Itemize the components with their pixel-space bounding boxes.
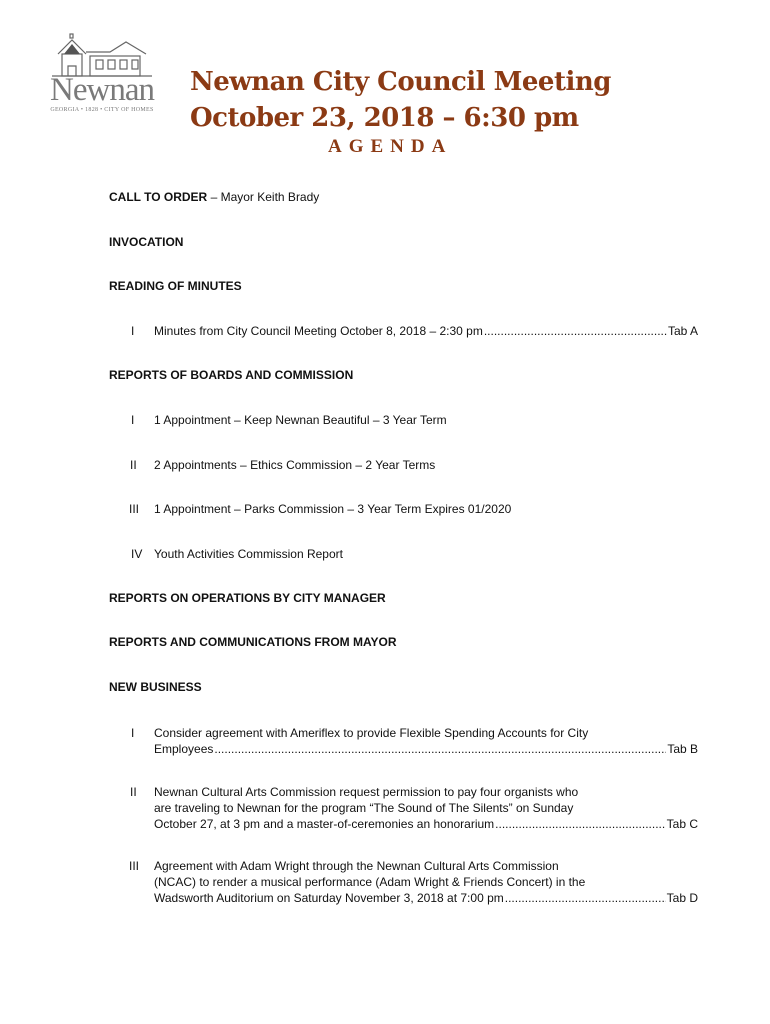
tab-reference: Tab B xyxy=(667,742,698,756)
meeting-date: October 23, 2018 – 6:30 pm xyxy=(190,103,579,133)
item-text-line: Consider agreement with Ameriflex to provide Flexible Spending Accounts for City xyxy=(154,726,589,740)
item-text-line: Wadsworth Auditorium on Saturday November 3, 2018 at 7:00 pm xyxy=(154,891,504,905)
list-item xyxy=(109,725,698,757)
item-number: II xyxy=(130,785,137,799)
item-text: 1 Appointment – Keep Newnan Beautiful – 3 Year Term xyxy=(154,413,447,427)
section-new-business: NEW BUSINESS xyxy=(109,680,202,694)
item-number: I xyxy=(131,726,135,740)
item-text-line: (NCAC) to render a musical performance (Adam Wright & Friends Concert) in the xyxy=(154,875,586,889)
list-item xyxy=(109,457,698,473)
item-text: Minutes from City Council Meeting October 8, 2018 – 2:30 pm xyxy=(154,324,483,338)
logo-wordmark: Newnan xyxy=(50,72,154,108)
section-label: CALL TO ORDER xyxy=(109,190,208,204)
city-logo xyxy=(50,32,154,118)
item-number: IV xyxy=(131,547,143,561)
section-invocation: INVOCATION xyxy=(109,235,184,249)
item-text-line: Newnan Cultural Arts Commission request permission to pay four organists who xyxy=(154,785,579,799)
tab-reference: Tab C xyxy=(666,817,698,831)
item-text: Youth Activities Commission Report xyxy=(154,547,343,561)
list-item xyxy=(109,323,698,339)
item-text-line: October 27, at 3 pm and a master-of-ceremonies an honorarium xyxy=(154,817,495,831)
tab-reference: Tab D xyxy=(666,891,698,905)
leader-dots xyxy=(505,890,666,906)
list-item xyxy=(109,501,698,517)
item-text: 2 Appointments – Ethics Commission – 2 Year Terms xyxy=(154,458,436,472)
list-item xyxy=(109,858,698,906)
item-text-line: are traveling to Newnan for the program “The Sound of The Silents” on Sunday xyxy=(154,801,574,815)
section-reports-city-manager: REPORTS ON OPERATIONS BY CITY MANAGER xyxy=(109,591,386,605)
item-number: II xyxy=(130,458,137,472)
tab-reference: Tab A xyxy=(667,324,698,338)
section-detail: – Mayor Keith Brady xyxy=(207,190,320,204)
item-number: III xyxy=(129,859,140,873)
item-text: 1 Appointment – Parks Commission – 3 Year Term Expires 01/2020 xyxy=(154,502,512,516)
list-item xyxy=(109,412,698,428)
logo-subtitle: GEORGIA • 1828 • CITY OF HOMES xyxy=(50,107,154,113)
section-reports-mayor: REPORTS AND COMMUNICATIONS FROM MAYOR xyxy=(109,635,397,649)
page-title: Newnan City Council Meeting xyxy=(190,67,611,97)
section-reading-of-minutes: READING OF MINUTES xyxy=(109,279,242,293)
list-item xyxy=(109,546,698,562)
item-number: III xyxy=(129,502,140,516)
item-number: I xyxy=(131,413,135,427)
leader-dots xyxy=(214,741,666,757)
item-text-line: Agreement with Adam Wright through the Newnan Cultural Arts Commission xyxy=(154,859,559,873)
item-text-line: Employees xyxy=(154,742,214,756)
leader-dots xyxy=(495,816,665,832)
list-item xyxy=(109,784,698,832)
item-number: I xyxy=(131,324,135,338)
section-reports-boards: REPORTS OF BOARDS AND COMMISSION xyxy=(109,368,354,382)
leader-dots xyxy=(484,323,667,339)
section-call-to-order xyxy=(109,190,319,204)
agenda-heading: AGENDA xyxy=(328,136,453,157)
